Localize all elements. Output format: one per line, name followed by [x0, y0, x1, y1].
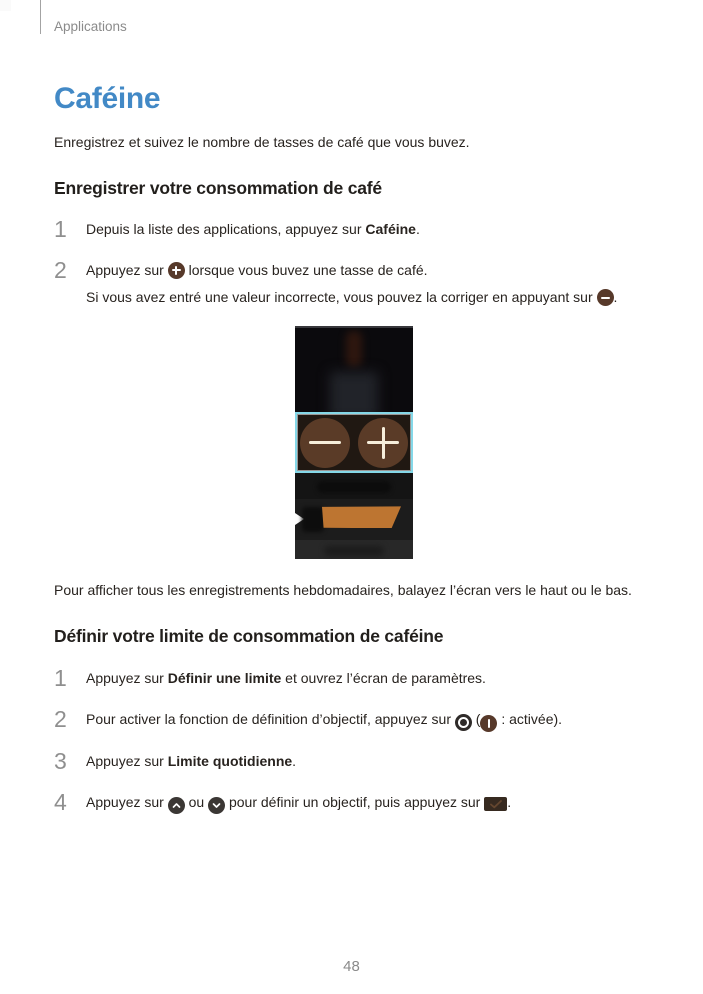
minus-button-icon — [300, 418, 350, 468]
record-steps — [54, 215, 654, 308]
screenshot-coffee-area — [295, 326, 413, 412]
header-divider — [40, 0, 41, 34]
toggle-off-icon — [455, 714, 472, 731]
coffee-drip-shape — [346, 331, 362, 367]
coffee-cup-shape — [330, 372, 378, 412]
toggle-on-icon — [480, 715, 497, 732]
step-text: Appuyez sur lorsque vous buvez une tasse de café. Si vous avez entré une valeur incorrecte, vous pouvez la corriger en appuyant sur . — [86, 260, 654, 308]
chevron-down-circle-icon — [208, 797, 225, 814]
limit-steps — [54, 664, 654, 815]
step-text: Appuyez sur Définir une limite et ouvrez l’écran de paramètres. — [86, 669, 486, 686]
step-2 — [54, 705, 654, 732]
ok-check-button-icon — [484, 797, 507, 811]
progress-bar — [322, 506, 401, 528]
step-number: 1 — [54, 215, 67, 242]
screenshot-footer-row — [295, 540, 413, 559]
plus-button-icon — [358, 418, 408, 468]
step-text: Pour activer la fonction de définition d’objectif, appuyez sur ( : activée). — [86, 709, 654, 732]
step-4 — [54, 788, 654, 815]
step-number: 2 — [54, 705, 67, 732]
step-2 — [54, 256, 654, 308]
step-text: Appuyez sur ou pour définir un objectif, puis appuyez sur . — [86, 792, 654, 814]
page-content — [54, 66, 654, 814]
screenshot-progress-row — [295, 499, 413, 540]
step-1 — [54, 215, 654, 242]
step-text: Depuis la liste des applications, appuyez sur Caféine. — [86, 220, 420, 237]
section-heading-limit: Définir votre limite de consommation de caféine — [54, 625, 444, 646]
corner-mark — [0, 0, 11, 11]
screenshot-highlight-region — [295, 412, 413, 473]
step-text: Appuyez sur Limite quotidienne. — [86, 752, 297, 769]
step-note: Si vous avez entré une valeur incorrecte, vous pouvez la corriger en appuyant sur . — [86, 289, 618, 306]
section-heading-record: Enregistrer votre consommation de café — [54, 177, 382, 198]
page-title: Caféine — [54, 82, 161, 115]
step-1 — [54, 664, 654, 691]
step-3 — [54, 747, 654, 774]
intro-text: Enregistrez et suivez le nombre de tasses de café que vous buvez. — [54, 133, 470, 150]
app-screenshot — [295, 326, 413, 559]
after-image-text: Pour afficher tous les enregistrements hebdomadaires, balayez l’écran vers le haut ou le bas. — [54, 582, 632, 599]
step-number: 4 — [54, 788, 67, 815]
step-number: 2 — [54, 256, 67, 283]
step-number: 3 — [54, 747, 67, 774]
breadcrumb: Applications — [54, 19, 127, 34]
step-number: 1 — [54, 664, 67, 691]
page-number: 48 — [343, 958, 360, 975]
screenshot-label-row — [295, 473, 413, 499]
chevron-up-circle-icon — [168, 797, 185, 814]
plus-circle-icon — [168, 262, 185, 279]
minus-circle-icon — [597, 289, 614, 306]
